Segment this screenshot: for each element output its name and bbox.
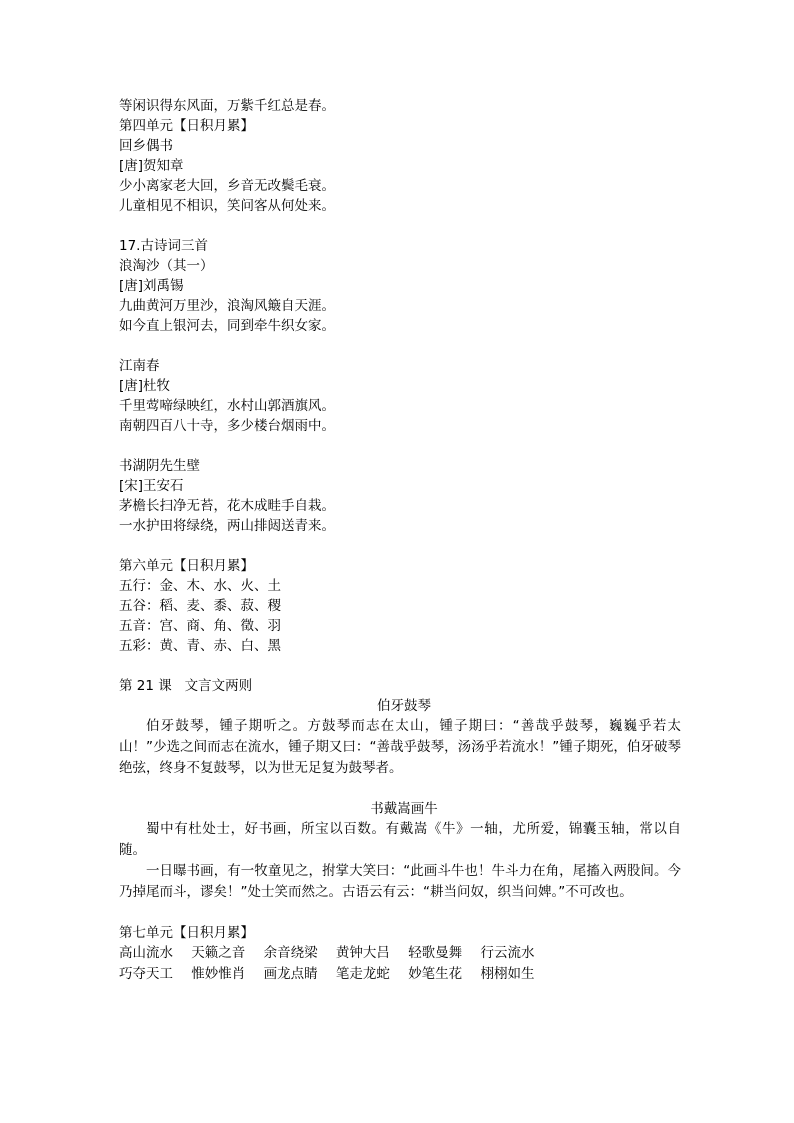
idiom: 黄钟大吕 [335,945,390,961]
text-title: 书戴嵩画牛 [370,801,438,817]
poem-author: [唐]杜牧 [119,378,171,394]
unit6-item: 五彩：黄、青、赤、白、黑 [119,638,281,654]
poem-line: 九曲黄河万里沙，浪淘风簸自天涯。 [119,298,335,314]
spacer [119,436,681,456]
poem-closing-line: 等闲识得东风面，万紫千红总是春。 [119,98,335,114]
poem-author: [唐]贺知章 [119,158,184,174]
unit6-item: 五音：宫、商、角、徵、羽 [119,618,281,634]
poem-line: 儿童相见不相识，笑问客从何处来。 [119,198,335,214]
poem-line: 少小离家老大回，乡音无改鬓毛衰。 [119,178,335,194]
unit6-item: 五谷：稻、麦、黍、菽、稷 [119,598,281,614]
idiom: 余音绕梁 [263,945,318,961]
lesson21-heading: 第 21 课 文言文两则 [119,678,253,694]
idiom-row [119,964,681,985]
poem-line: 一水护田将绿绕，两山排闼送青来。 [119,518,335,534]
text-paragraph: 一日曝书画，有一牧童见之，拊掌大笑曰：“此画斗牛也！牛斗力在角，尾搐入两股间。今乃掉尾而斗，谬矣！”处士笑而然之。古语云有云：“耕当问奴，织当问婢。”不可改也。 [119,863,681,900]
text-paragraph: 伯牙鼓琴，锺子期听之。方鼓琴而志在太山，锺子期曰：“善哉乎鼓琴，巍巍乎若太山！”少选之间而志在流水，锺子期又曰：“善哉乎鼓琴，汤汤乎若流水！”锺子期死，伯牙破琴绝弦，终身不复鼓琴，以为世无足复为鼓琴者。 [119,718,681,776]
idiom: 妙笔生花 [408,966,463,982]
idiom: 轻歌曼舞 [408,945,463,961]
spacer [119,336,681,356]
spacer [119,779,681,799]
lesson17-heading: 17.古诗词三首 [119,238,208,254]
poem-line: 南朝四百八十寺，多少楼台烟雨中。 [119,418,335,434]
unit6-heading: 第六单元【日积月累】 [119,558,254,574]
idiom: 笔走龙蛇 [335,966,390,982]
unit4-heading: 第四单元【日积月累】 [119,118,254,134]
poem-author: [唐]刘禹锡 [119,278,184,294]
spacer [119,656,681,676]
document-content [119,96,681,985]
idiom: 画龙点睛 [263,966,318,982]
poem-line: 如今直上银河去，同到牵牛织女家。 [119,318,335,334]
poem-title: 回乡偶书 [119,138,173,154]
text-title: 伯牙鼓琴 [377,698,431,714]
idiom: 巧夺天工 [119,966,173,982]
poem-title: 书湖阴先生壁 [119,458,200,474]
spacer [119,216,681,236]
spacer [119,903,681,923]
idiom-row [119,943,681,964]
poem-line: 茅檐长扫净无苔，花木成畦手自栽。 [119,498,335,514]
unit6-item: 五行：金、木、水、火、土 [119,578,281,594]
idiom: 栩栩如生 [480,966,535,982]
idiom: 天籁之音 [191,945,246,961]
idiom: 惟妙惟肖 [191,966,246,982]
poem-title: 江南春 [119,358,160,374]
poem-title: 浪淘沙（其一） [119,258,214,274]
text-paragraph: 蜀中有杜处士，好书画，所宝以百数。有戴嵩《牛》一轴，尤所爱，锦囊玉轴，常以自随。 [119,821,681,858]
idiom: 行云流水 [480,945,535,961]
idiom: 高山流水 [119,945,173,961]
unit7-heading: 第七单元【日积月累】 [119,925,254,941]
spacer [119,536,681,556]
poem-author: [宋]王安石 [119,478,184,494]
poem-line: 千里莺啼绿映红，水村山郭酒旗风。 [119,398,335,414]
